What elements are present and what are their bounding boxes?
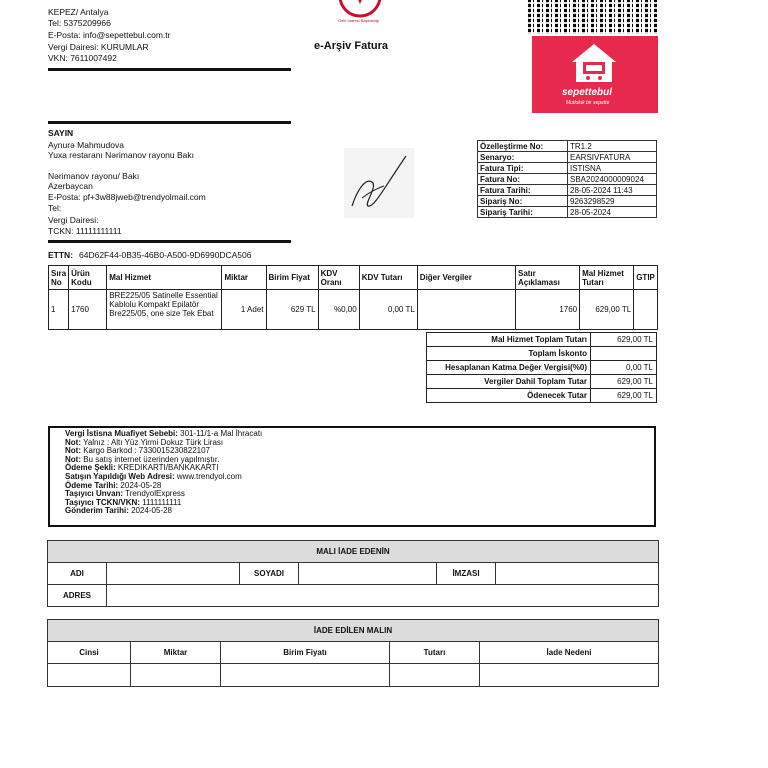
- col-header: Miktar: [222, 266, 266, 290]
- adi-label: ADI: [48, 563, 107, 585]
- total-value: 629,00 TL: [591, 375, 657, 389]
- meta-row: [478, 174, 657, 185]
- buyer-line: TCKN: 11111111111: [48, 226, 122, 236]
- adres-label: ADRES: [48, 585, 107, 607]
- adi-field[interactable]: [107, 563, 240, 585]
- divider: [48, 121, 291, 124]
- cell: 1: [49, 290, 69, 330]
- gib-badge-text: Gelir İdaresi Başkanlığı: [338, 18, 380, 23]
- meta-key: Sipariş No:: [478, 196, 568, 207]
- col-cinsi: Cinsi: [48, 642, 131, 664]
- total-label: Toplam İskonto: [427, 347, 591, 361]
- col-header: Sıra No: [49, 266, 69, 290]
- document-title: e-Arşiv Fatura: [314, 40, 388, 52]
- totals-row: [427, 375, 657, 389]
- basket-house-icon: [568, 42, 620, 86]
- buyer-line: Vergi Dairesi:: [48, 215, 99, 225]
- returned-goods-title: İADE EDİLEN MALIN: [48, 620, 659, 642]
- col-header: KDV Tutarı: [359, 266, 417, 290]
- divider: [48, 68, 291, 71]
- brand-logo: [532, 36, 658, 113]
- col-iade-nedeni: İade Nedeni: [480, 642, 659, 664]
- totals-row: [427, 347, 657, 361]
- note-line: Vergi İstisna Muafiyet Sebebi: 301-11/1-a Mal İhracatı: [65, 429, 263, 438]
- cell: %0,00: [318, 290, 359, 330]
- note-line: Gönderim Tarihi: 2024-05-28: [65, 506, 173, 516]
- note-line: Taşıyıcı Unvan: TrendyolExpress: [65, 489, 185, 499]
- cell: BRE225/05 Satinelle Essential Kablolu Kompakt Epilatör Bre225/05, one size Tek Ebat: [107, 290, 222, 330]
- total-value: 0,00 TL: [591, 361, 657, 375]
- meta-value: 9263298529: [568, 196, 657, 207]
- returned-goods-table: [47, 619, 659, 687]
- col-birim-fiyati: Birim Fiyatı: [221, 642, 390, 664]
- total-value: 629,00 TL: [591, 389, 657, 403]
- meta-row: [478, 196, 657, 207]
- col-tutari: Tutarı: [390, 642, 480, 664]
- col-header: KDV Oranı: [318, 266, 359, 290]
- seller-line: E-Posta: info@sepettebul.com.tr: [48, 30, 171, 40]
- qr-code-icon: [528, 0, 658, 34]
- col-header: Mal Hizmet: [107, 266, 222, 290]
- buyer-line: Nərimanov rayonu/ Bakı: [48, 171, 140, 181]
- totals-row: [427, 389, 657, 403]
- signature-image: [344, 148, 414, 218]
- seller-line: KEPEZ/ Antalya: [48, 7, 109, 17]
- meta-row: [478, 207, 657, 218]
- iade-nedeni-field[interactable]: [480, 664, 659, 687]
- meta-key: Fatura No:: [478, 174, 568, 185]
- note-line: Not: Yalnız : Altı Yüz Yirmi Dokuz Türk Lirası: [65, 437, 224, 447]
- birim-fiyati-field[interactable]: [221, 664, 390, 687]
- cinsi-field[interactable]: [48, 664, 131, 687]
- col-header: Birim Fiyat: [266, 266, 318, 290]
- col-miktar: Miktar: [131, 642, 221, 664]
- seller-line: VKN: 7611007492: [48, 53, 117, 63]
- meta-value: ISTISNA: [568, 163, 657, 174]
- col-header: GTIP: [634, 266, 658, 290]
- ettn-label: ETTN:: [48, 250, 74, 260]
- invoice-meta-table: [477, 140, 657, 218]
- total-label: Mal Hizmet Toplam Tutarı: [427, 333, 591, 347]
- buyer-heading: SAYIN: [48, 128, 74, 138]
- soyadi-label: SOYADI: [240, 563, 299, 585]
- gib-logo-icon: [331, 0, 389, 20]
- col-header: Ürün Kodu: [69, 266, 107, 290]
- ettn-value: 64D62F44-0B35-46B0-A500-9D6990DCA506: [79, 250, 252, 260]
- total-value: [591, 347, 657, 361]
- meta-key: Özelleştirme No:: [478, 141, 568, 152]
- meta-row: [478, 163, 657, 174]
- meta-row: [478, 141, 657, 152]
- cell: [634, 290, 658, 330]
- seller-line: Vergi Dairesi: KURUMLAR: [48, 42, 149, 52]
- meta-key: Fatura Tarihi:: [478, 185, 568, 196]
- buyer-line: E-Posta: pf+3w88jweb@trendyolmail.com: [48, 192, 206, 202]
- tutari-field[interactable]: [390, 664, 480, 687]
- meta-row: [478, 152, 657, 163]
- table-row: [49, 290, 658, 330]
- buyer-line: Azerbaycan: [48, 181, 93, 191]
- cell: [417, 290, 515, 330]
- col-header: Diğer Vergiler: [417, 266, 515, 290]
- total-label: Ödenecek Tutar: [427, 389, 591, 403]
- col-header: Satır Açıklaması: [515, 266, 579, 290]
- imzasi-label: İMZASI: [437, 563, 496, 585]
- brand-name: sepettebul: [562, 87, 613, 98]
- cell: 1 Adet: [222, 290, 266, 330]
- cell: 629,00 TL: [580, 290, 634, 330]
- cell: 0,00 TL: [359, 290, 417, 330]
- meta-key: Senaryo:: [478, 152, 568, 163]
- meta-value: SBA2024000009024: [568, 174, 657, 185]
- col-header: Mal Hizmet Tutarı: [580, 266, 634, 290]
- meta-value: TR1.2: [568, 141, 657, 152]
- notes-box: [48, 426, 656, 527]
- meta-value: EARSIVFATURA: [568, 152, 657, 163]
- note-line: Satışın Yapıldığı Web Adresi: www.trendyol.com: [65, 471, 242, 481]
- seller-line: Tel: 5375209966: [48, 18, 111, 28]
- cell: 629 TL: [266, 290, 318, 330]
- note-line: Ödeme Tarihi: 2024-05-28: [65, 480, 162, 490]
- note-line: Ödeme Şekli: KREDIKARTI/BANKAKARTI: [65, 463, 219, 473]
- items-header-row: [49, 266, 658, 290]
- note-line: Taşıyıcı TCKN/VKN: 1111111111: [65, 497, 182, 507]
- return-sender-title: MALI İADE EDENİN: [48, 541, 659, 563]
- note-line: Not: Kargo Barkod : 7330015230822107: [65, 446, 210, 456]
- buyer-line: Aynurə Mahmudova: [48, 140, 124, 150]
- miktar-field[interactable]: [131, 664, 221, 687]
- divider: [48, 240, 291, 243]
- meta-key: Fatura Tipi:: [478, 163, 568, 174]
- totals-table: [426, 332, 657, 403]
- soyadi-field[interactable]: [299, 563, 437, 585]
- total-label: Hesaplanan Katma Değer Vergisi(%0): [427, 361, 591, 375]
- brand-tagline: Mutluluk bir sepette: [566, 100, 610, 106]
- cell: 1760: [69, 290, 107, 330]
- buyer-line: Yuxa restaranı Nərimanov rayonu Bakı: [48, 150, 194, 160]
- items-table: [48, 265, 658, 330]
- totals-row: [427, 361, 657, 375]
- note-line: Not: Bu satış internet üzerinden yapılmıştır.: [65, 454, 220, 464]
- totals-row: [427, 333, 657, 347]
- total-value: 629,00 TL: [591, 333, 657, 347]
- return-sender-table: [47, 540, 659, 607]
- buyer-line: Tel:: [48, 203, 62, 213]
- adres-field[interactable]: [107, 585, 659, 607]
- imzasi-field[interactable]: [496, 563, 659, 585]
- meta-value: 28-05-2024: [568, 207, 657, 218]
- meta-key: Sipariş Tarihi:: [478, 207, 568, 218]
- cell: 1760: [515, 290, 579, 330]
- total-label: Vergiler Dahil Toplam Tutar: [427, 375, 591, 389]
- meta-row: [478, 185, 657, 196]
- meta-value: 28-05-2024 11:43: [568, 185, 657, 196]
